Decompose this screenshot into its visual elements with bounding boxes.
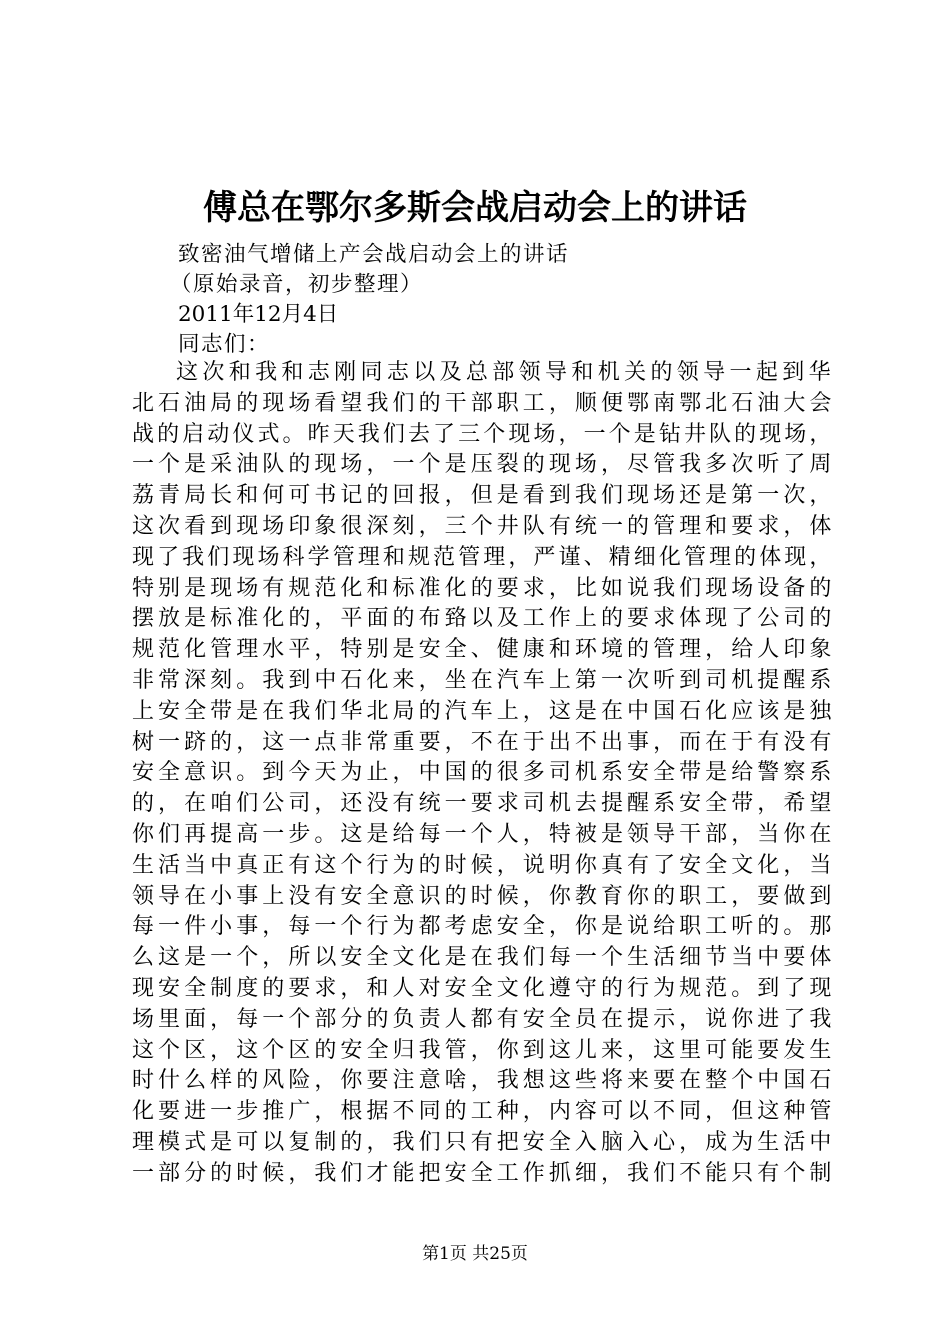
body-line: 树一跻的，这一点非常重要，不在于出不出事，而在于有没有 — [132, 729, 832, 755]
body-line: 现安全制度的要求，和人对安全文化遵守的行为规范。到了现 — [132, 975, 832, 1001]
body-line: 上安全带是在我们华北局的汽车上，这是在中国石化应该是独 — [132, 698, 832, 724]
body-line: 规范化管理水平，特别是安全、健康和环境的管理，给人印象 — [132, 637, 832, 663]
body-line: 生活当中真正有这个行为的时候，说明你真有了安全文化，当 — [132, 852, 832, 878]
body-line: 你们再提高一步。这是给每一个人，特被是领导干部，当你在 — [132, 821, 832, 847]
body-line: 非常深刻。我到中石化来，坐在汽车上第一次听到司机提醒系 — [132, 667, 832, 693]
body-line: 这次和我和志刚同志以及总部领导和机关的领导一起到华 — [176, 360, 832, 385]
body-line: 北石油局的现场看望我们的干部职工，顺便鄂南鄂北石油大会 — [132, 390, 832, 416]
body-line: 特别是现场有规范化和标准化的要求，比如说我们现场设备的 — [132, 575, 832, 601]
body-line: 这个区，这个区的安全归我管，你到这儿来，这里可能要发生 — [132, 1037, 832, 1063]
body-line: 一部分的时候，我们才能把安全工作抓细，我们不能只有个制 — [132, 1160, 832, 1186]
body-line: 么这是一个，所以安全文化是在我们每一个生活细节当中要体 — [132, 945, 832, 971]
body-line: 安全意识。到今天为止，中国的很多司机系安全带是给警察系 — [132, 760, 832, 786]
body-line: 现了我们现场科学管理和规范管理，严谨、精细化管理的体现， — [132, 544, 832, 570]
document-date: 2011年12月4日 — [178, 302, 339, 327]
body-line: 战的启动仪式。昨天我们去了三个现场，一个是钻井队的现场， — [132, 421, 832, 447]
body-line: 这次看到现场印象很深刻，三个井队有统一的管理和要求，体 — [132, 513, 832, 539]
body-line: 化要进一步推广，根据不同的工种，内容可以不同，但这种管 — [132, 1099, 832, 1125]
body-line: 时什么样的风险，你要注意啥，我想这些将来要在整个中国石 — [132, 1068, 832, 1094]
body-line: 摆放是标准化的，平面的布臵以及工作上的要求体现了公司的 — [132, 606, 832, 632]
body-line: 荔青局长和何可书记的回报，但是看到我们现场还是第一次， — [132, 483, 832, 509]
salutation: 同志们： — [178, 332, 271, 357]
document-note: （原始录音，初步整理） — [170, 272, 424, 297]
body-line: 每一件小事，每一个行为都考虑安全，你是说给职工听的。那 — [132, 914, 832, 940]
body-paragraph — [132, 358, 832, 1190]
body-line: 的，在咱们公司，还没有统一要求司机去提醒系安全带，希望 — [132, 791, 832, 817]
body-line: 理模式是可以复制的，我们只有把安全入脑入心，成为生活中 — [132, 1129, 832, 1155]
body-line: 领导在小事上没有安全意识的时候，你教育你的职工，要做到 — [132, 883, 832, 909]
page-number-footer: 第1页 共25页 — [422, 1244, 528, 1264]
document-subtitle: 致密油气增储上产会战启动会上的讲话 — [178, 242, 570, 267]
body-line: 一个是采油队的现场，一个是压裂的现场，尽管我多次听了周 — [132, 452, 832, 478]
document-title: 傅总在鄂尔多斯会战启动会上的讲话 — [203, 188, 747, 228]
body-line: 场里面，每一个部分的负责人都有安全员在提示，说你进了我 — [132, 1006, 832, 1032]
